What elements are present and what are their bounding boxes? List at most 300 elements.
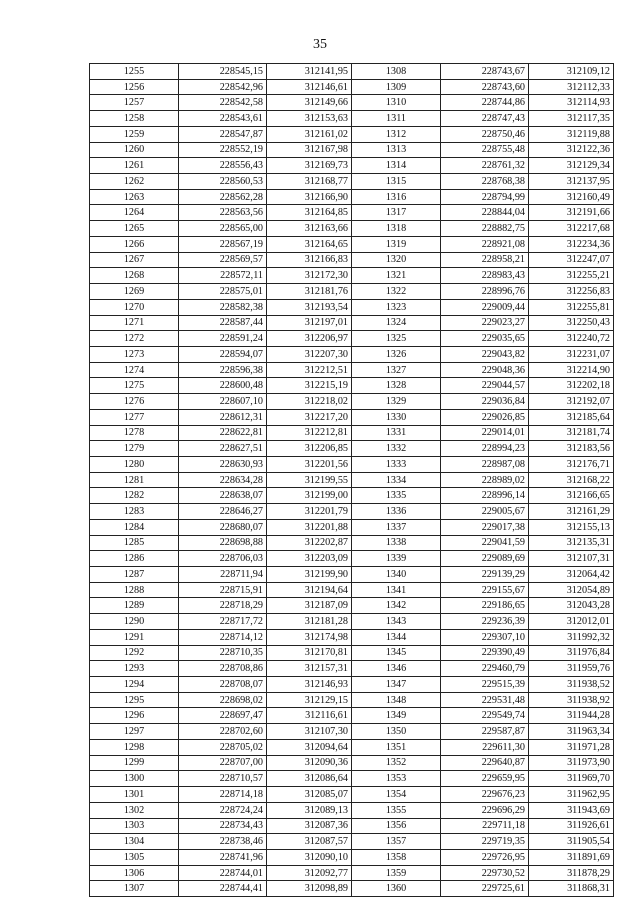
x-coordinate-cell: 228587,44 [179,315,267,331]
x-coordinate-cell: 228882,75 [441,221,529,237]
table-row [90,64,614,80]
x-coordinate-cell: 228738,46 [179,834,267,850]
x-coordinate-cell: 228612,31 [179,409,267,425]
x-coordinate-cell: 228744,86 [441,95,529,111]
x-coordinate-cell: 228743,60 [441,79,529,95]
table-row [90,708,614,724]
point-id-cell: 1339 [352,551,441,567]
table-row [90,661,614,677]
x-coordinate-cell: 229089,69 [441,551,529,567]
point-id-cell: 1326 [352,346,441,362]
table-row [90,284,614,300]
point-id-cell: 1290 [90,614,179,630]
y-coordinate-cell: 311868,31 [529,881,614,897]
y-coordinate-cell: 312191,66 [529,205,614,221]
table-row [90,221,614,237]
table-row [90,849,614,865]
point-id-cell: 1354 [352,787,441,803]
point-id-cell: 1319 [352,236,441,252]
page-number: 35 [313,37,327,52]
y-coordinate-cell: 312172,30 [267,268,352,284]
y-coordinate-cell: 312168,77 [267,174,352,190]
table-row [90,111,614,127]
table-row [90,802,614,818]
x-coordinate-cell: 229549,74 [441,708,529,724]
x-coordinate-cell: 228983,43 [441,268,529,284]
y-coordinate-cell: 312135,31 [529,535,614,551]
table-row [90,142,614,158]
y-coordinate-cell: 311938,52 [529,677,614,693]
y-coordinate-cell: 312161,29 [529,504,614,520]
x-coordinate-cell: 228594,07 [179,346,267,362]
x-coordinate-cell: 228755,48 [441,142,529,158]
y-coordinate-cell: 311878,29 [529,865,614,881]
x-coordinate-cell: 228708,07 [179,677,267,693]
point-id-cell: 1268 [90,268,179,284]
point-id-cell: 1262 [90,174,179,190]
table-row [90,158,614,174]
y-coordinate-cell: 312199,90 [267,567,352,583]
x-coordinate-cell: 229676,23 [441,787,529,803]
y-coordinate-cell: 312206,97 [267,331,352,347]
x-coordinate-cell: 228958,21 [441,252,529,268]
y-coordinate-cell: 312187,09 [267,598,352,614]
x-coordinate-cell: 228710,35 [179,645,267,661]
x-coordinate-cell: 228698,88 [179,535,267,551]
point-id-cell: 1258 [90,111,179,127]
point-id-cell: 1345 [352,645,441,661]
x-coordinate-cell: 229044,57 [441,378,529,394]
point-id-cell: 1346 [352,661,441,677]
x-coordinate-cell: 228706,03 [179,551,267,567]
x-coordinate-cell: 229460,79 [441,661,529,677]
y-coordinate-cell: 312256,83 [529,284,614,300]
table-row [90,598,614,614]
point-id-cell: 1307 [90,881,179,897]
table-row [90,456,614,472]
point-id-cell: 1267 [90,252,179,268]
point-id-cell: 1274 [90,362,179,378]
table-row [90,629,614,645]
y-coordinate-cell: 312166,83 [267,252,352,268]
y-coordinate-cell: 312215,19 [267,378,352,394]
table-row [90,95,614,111]
x-coordinate-cell: 228996,76 [441,284,529,300]
y-coordinate-cell: 312183,56 [529,441,614,457]
y-coordinate-cell: 312170,81 [267,645,352,661]
x-coordinate-cell: 228556,43 [179,158,267,174]
table-row [90,739,614,755]
y-coordinate-cell: 312212,51 [267,362,352,378]
point-id-cell: 1276 [90,394,179,410]
x-coordinate-cell: 229043,82 [441,346,529,362]
table-row [90,299,614,315]
y-coordinate-cell: 312161,02 [267,126,352,142]
x-coordinate-cell: 228560,53 [179,174,267,190]
y-coordinate-cell: 312163,66 [267,221,352,237]
point-id-cell: 1329 [352,394,441,410]
y-coordinate-cell: 312207,30 [267,346,352,362]
x-coordinate-cell: 229155,67 [441,582,529,598]
point-id-cell: 1260 [90,142,179,158]
y-coordinate-cell: 312206,85 [267,441,352,457]
y-coordinate-cell: 312153,63 [267,111,352,127]
x-coordinate-cell: 228569,57 [179,252,267,268]
table-row [90,189,614,205]
point-id-cell: 1334 [352,472,441,488]
point-id-cell: 1338 [352,535,441,551]
y-coordinate-cell: 311969,70 [529,771,614,787]
point-id-cell: 1324 [352,315,441,331]
table-row [90,315,614,331]
y-coordinate-cell: 312181,74 [529,425,614,441]
x-coordinate-cell: 228844,04 [441,205,529,221]
point-id-cell: 1283 [90,504,179,520]
point-id-cell: 1313 [352,142,441,158]
x-coordinate-cell: 228542,58 [179,95,267,111]
x-coordinate-cell: 228747,43 [441,111,529,127]
point-id-cell: 1355 [352,802,441,818]
y-coordinate-cell: 311963,34 [529,724,614,740]
x-coordinate-cell: 228565,00 [179,221,267,237]
table-row [90,394,614,410]
table-row [90,787,614,803]
x-coordinate-cell: 229726,95 [441,849,529,865]
point-id-cell: 1344 [352,629,441,645]
point-id-cell: 1286 [90,551,179,567]
y-coordinate-cell: 312164,85 [267,205,352,221]
point-id-cell: 1350 [352,724,441,740]
x-coordinate-cell: 229307,10 [441,629,529,645]
table-row [90,551,614,567]
point-id-cell: 1348 [352,692,441,708]
point-id-cell: 1257 [90,95,179,111]
point-id-cell: 1300 [90,771,179,787]
point-id-cell: 1255 [90,64,179,80]
y-coordinate-cell: 312090,36 [267,755,352,771]
point-id-cell: 1304 [90,834,179,850]
point-id-cell: 1256 [90,79,179,95]
point-id-cell: 1309 [352,79,441,95]
point-id-cell: 1349 [352,708,441,724]
y-coordinate-cell: 312089,13 [267,802,352,818]
point-id-cell: 1272 [90,331,179,347]
y-coordinate-cell: 312194,64 [267,582,352,598]
x-coordinate-cell: 228989,02 [441,472,529,488]
y-coordinate-cell: 312137,95 [529,174,614,190]
x-coordinate-cell: 228698,02 [179,692,267,708]
point-id-cell: 1359 [352,865,441,881]
x-coordinate-cell: 228600,48 [179,378,267,394]
point-id-cell: 1357 [352,834,441,850]
x-coordinate-cell: 228708,86 [179,661,267,677]
x-coordinate-cell: 228547,87 [179,126,267,142]
x-coordinate-cell: 228567,19 [179,236,267,252]
x-coordinate-cell: 228562,28 [179,189,267,205]
y-coordinate-cell: 312192,07 [529,394,614,410]
y-coordinate-cell: 312168,22 [529,472,614,488]
y-coordinate-cell: 312087,57 [267,834,352,850]
x-coordinate-cell: 228596,38 [179,362,267,378]
x-coordinate-cell: 228768,38 [441,174,529,190]
point-id-cell: 1261 [90,158,179,174]
x-coordinate-cell: 229005,67 [441,504,529,520]
x-coordinate-cell: 229023,27 [441,315,529,331]
x-coordinate-cell: 229009,44 [441,299,529,315]
y-coordinate-cell: 312202,18 [529,378,614,394]
table-row [90,346,614,362]
x-coordinate-cell: 228743,67 [441,64,529,80]
coordinates-table-body [90,64,614,897]
y-coordinate-cell: 312201,88 [267,519,352,535]
point-id-cell: 1337 [352,519,441,535]
y-coordinate-cell: 311976,84 [529,645,614,661]
table-row [90,535,614,551]
table-row [90,771,614,787]
point-id-cell: 1330 [352,409,441,425]
point-id-cell: 1299 [90,755,179,771]
point-id-cell: 1320 [352,252,441,268]
x-coordinate-cell: 229139,29 [441,567,529,583]
y-coordinate-cell: 312155,13 [529,519,614,535]
y-coordinate-cell: 312064,42 [529,567,614,583]
point-id-cell: 1282 [90,488,179,504]
table-row [90,488,614,504]
y-coordinate-cell: 312012,01 [529,614,614,630]
y-coordinate-cell: 312174,98 [267,629,352,645]
y-coordinate-cell: 312176,71 [529,456,614,472]
point-id-cell: 1288 [90,582,179,598]
x-coordinate-cell: 229696,29 [441,802,529,818]
point-id-cell: 1332 [352,441,441,457]
y-coordinate-cell: 312092,77 [267,865,352,881]
point-id-cell: 1275 [90,378,179,394]
x-coordinate-cell: 228744,41 [179,881,267,897]
x-coordinate-cell: 228646,27 [179,504,267,520]
y-coordinate-cell: 311973,90 [529,755,614,771]
x-coordinate-cell: 229036,84 [441,394,529,410]
y-coordinate-cell: 312160,49 [529,189,614,205]
y-coordinate-cell: 312240,72 [529,331,614,347]
y-coordinate-cell: 311971,28 [529,739,614,755]
table-row [90,331,614,347]
point-id-cell: 1316 [352,189,441,205]
point-id-cell: 1295 [90,692,179,708]
table-row [90,252,614,268]
y-coordinate-cell: 311992,32 [529,629,614,645]
table-row [90,818,614,834]
x-coordinate-cell: 229035,65 [441,331,529,347]
x-coordinate-cell: 228542,96 [179,79,267,95]
y-coordinate-cell: 312117,35 [529,111,614,127]
table-row [90,834,614,850]
point-id-cell: 1284 [90,519,179,535]
point-id-cell: 1342 [352,598,441,614]
point-id-cell: 1259 [90,126,179,142]
point-id-cell: 1341 [352,582,441,598]
y-coordinate-cell: 312217,20 [267,409,352,425]
x-coordinate-cell: 228702,60 [179,724,267,740]
table-row [90,409,614,425]
point-id-cell: 1293 [90,661,179,677]
y-coordinate-cell: 312116,61 [267,708,352,724]
x-coordinate-cell: 229587,87 [441,724,529,740]
x-coordinate-cell: 228622,81 [179,425,267,441]
y-coordinate-cell: 311959,76 [529,661,614,677]
y-coordinate-cell: 312201,79 [267,504,352,520]
y-coordinate-cell: 312129,15 [267,692,352,708]
x-coordinate-cell: 228591,24 [179,331,267,347]
x-coordinate-cell: 229611,30 [441,739,529,755]
point-id-cell: 1278 [90,425,179,441]
x-coordinate-cell: 229236,39 [441,614,529,630]
y-coordinate-cell: 311962,95 [529,787,614,803]
y-coordinate-cell: 311944,28 [529,708,614,724]
point-id-cell: 1347 [352,677,441,693]
point-id-cell: 1291 [90,629,179,645]
y-coordinate-cell: 312181,76 [267,284,352,300]
y-coordinate-cell: 312199,00 [267,488,352,504]
point-id-cell: 1360 [352,881,441,897]
table-row [90,362,614,378]
y-coordinate-cell: 312217,68 [529,221,614,237]
point-id-cell: 1264 [90,205,179,221]
point-id-cell: 1311 [352,111,441,127]
point-id-cell: 1285 [90,535,179,551]
x-coordinate-cell: 228715,91 [179,582,267,598]
y-coordinate-cell: 312149,66 [267,95,352,111]
x-coordinate-cell: 228545,15 [179,64,267,80]
y-coordinate-cell: 312234,36 [529,236,614,252]
point-id-cell: 1340 [352,567,441,583]
y-coordinate-cell: 312043,28 [529,598,614,614]
x-coordinate-cell: 228921,08 [441,236,529,252]
point-id-cell: 1270 [90,299,179,315]
point-id-cell: 1298 [90,739,179,755]
table-row [90,755,614,771]
y-coordinate-cell: 312164,65 [267,236,352,252]
point-id-cell: 1335 [352,488,441,504]
y-coordinate-cell: 312157,31 [267,661,352,677]
y-coordinate-cell: 312197,01 [267,315,352,331]
table-row [90,724,614,740]
x-coordinate-cell: 229186,65 [441,598,529,614]
point-id-cell: 1317 [352,205,441,221]
table-row [90,425,614,441]
table-row [90,645,614,661]
y-coordinate-cell: 312231,07 [529,346,614,362]
point-id-cell: 1312 [352,126,441,142]
x-coordinate-cell: 229048,36 [441,362,529,378]
table-row [90,441,614,457]
y-coordinate-cell: 312107,31 [529,551,614,567]
x-coordinate-cell: 228724,24 [179,802,267,818]
x-coordinate-cell: 228710,57 [179,771,267,787]
y-coordinate-cell: 312114,93 [529,95,614,111]
point-id-cell: 1292 [90,645,179,661]
x-coordinate-cell: 228714,18 [179,787,267,803]
table-row [90,472,614,488]
x-coordinate-cell: 228744,01 [179,865,267,881]
point-id-cell: 1287 [90,567,179,583]
y-coordinate-cell: 312146,61 [267,79,352,95]
point-id-cell: 1328 [352,378,441,394]
point-id-cell: 1271 [90,315,179,331]
point-id-cell: 1294 [90,677,179,693]
y-coordinate-cell: 312193,54 [267,299,352,315]
x-coordinate-cell: 229531,48 [441,692,529,708]
x-coordinate-cell: 228794,99 [441,189,529,205]
point-id-cell: 1306 [90,865,179,881]
y-coordinate-cell: 311926,61 [529,818,614,834]
point-id-cell: 1327 [352,362,441,378]
x-coordinate-cell: 229725,61 [441,881,529,897]
x-coordinate-cell: 229659,95 [441,771,529,787]
table-row [90,79,614,95]
y-coordinate-cell: 312094,64 [267,739,352,755]
x-coordinate-cell: 228630,93 [179,456,267,472]
x-coordinate-cell: 229719,35 [441,834,529,850]
point-id-cell: 1266 [90,236,179,252]
y-coordinate-cell: 312087,36 [267,818,352,834]
coordinates-table [89,63,614,897]
x-coordinate-cell: 228552,19 [179,142,267,158]
point-id-cell: 1336 [352,504,441,520]
point-id-cell: 1305 [90,849,179,865]
table-row [90,174,614,190]
x-coordinate-cell: 229711,18 [441,818,529,834]
x-coordinate-cell: 228607,10 [179,394,267,410]
point-id-cell: 1269 [90,284,179,300]
table-row [90,504,614,520]
x-coordinate-cell: 228575,01 [179,284,267,300]
x-coordinate-cell: 228718,29 [179,598,267,614]
point-id-cell: 1265 [90,221,179,237]
point-id-cell: 1331 [352,425,441,441]
y-coordinate-cell: 312255,81 [529,299,614,315]
x-coordinate-cell: 228741,96 [179,849,267,865]
table-row [90,236,614,252]
y-coordinate-cell: 312054,89 [529,582,614,598]
x-coordinate-cell: 229640,87 [441,755,529,771]
y-coordinate-cell: 312166,90 [267,189,352,205]
table-row [90,519,614,535]
point-id-cell: 1297 [90,724,179,740]
point-id-cell: 1279 [90,441,179,457]
point-id-cell: 1281 [90,472,179,488]
x-coordinate-cell: 229017,38 [441,519,529,535]
y-coordinate-cell: 312086,64 [267,771,352,787]
table-row [90,614,614,630]
x-coordinate-cell: 228680,07 [179,519,267,535]
y-coordinate-cell: 312119,88 [529,126,614,142]
point-id-cell: 1333 [352,456,441,472]
x-coordinate-cell: 228714,12 [179,629,267,645]
table-row [90,378,614,394]
y-coordinate-cell: 312218,02 [267,394,352,410]
y-coordinate-cell: 312098,89 [267,881,352,897]
x-coordinate-cell: 229390,49 [441,645,529,661]
table-row [90,126,614,142]
y-coordinate-cell: 311943,69 [529,802,614,818]
point-id-cell: 1314 [352,158,441,174]
x-coordinate-cell: 228634,28 [179,472,267,488]
point-id-cell: 1325 [352,331,441,347]
y-coordinate-cell: 312166,65 [529,488,614,504]
y-coordinate-cell: 312201,56 [267,456,352,472]
y-coordinate-cell: 312255,21 [529,268,614,284]
point-id-cell: 1322 [352,284,441,300]
